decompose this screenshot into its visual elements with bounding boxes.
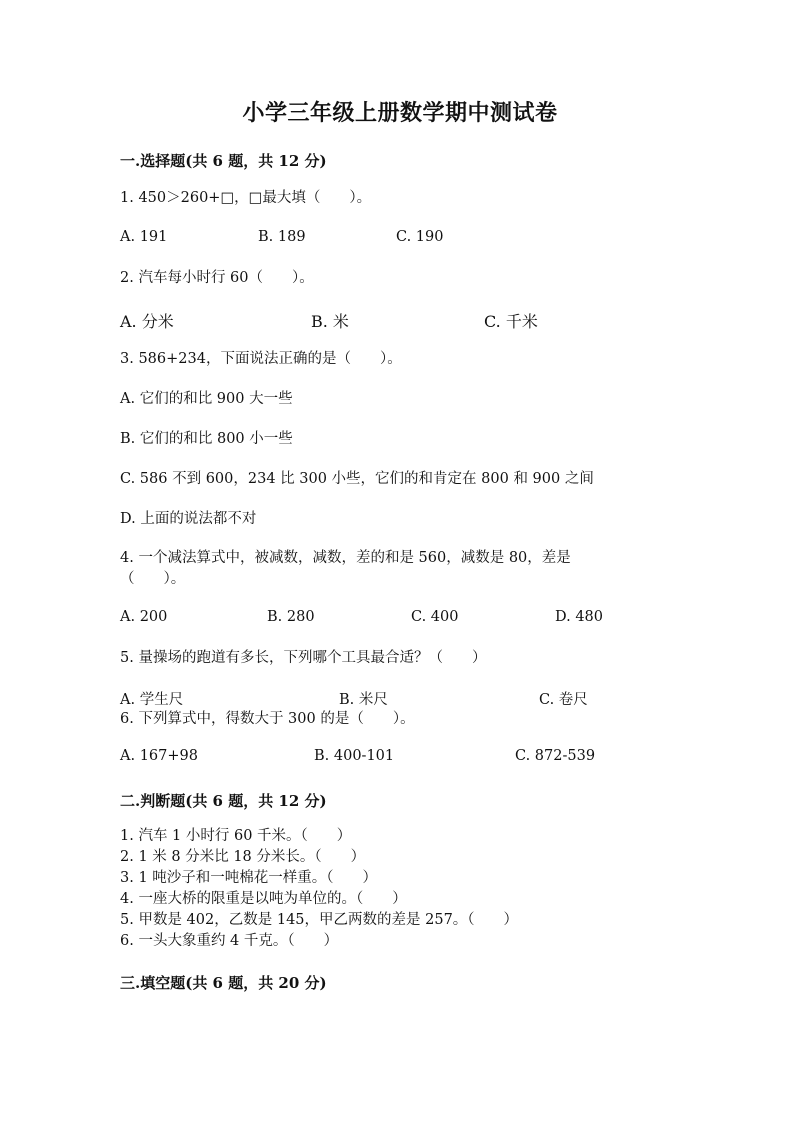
question-1: 1. 450＞260+□，□最大填（ ）。: [120, 190, 372, 206]
q3-option-a: A. 它们的和比 900 大一些: [120, 391, 293, 407]
tf-item-6: 6. 一头大象重约 4 千克。（ ）: [120, 933, 339, 949]
q5-option-a: A. 学生尺: [120, 692, 184, 708]
tf-item-3: 3. 1 吨沙子和一吨棉花一样重。（ ）: [120, 870, 378, 886]
tf-item-2: 2. 1 米 8 分米比 18 分米长。（ ）: [120, 849, 366, 865]
q3-option-b: B. 它们的和比 800 小一些: [120, 431, 293, 447]
q2-option-b: B. 米: [311, 312, 349, 331]
q5-option-b: B. 米尺: [339, 692, 388, 708]
question-4-line2: （ ）。: [120, 571, 186, 587]
q5-option-c: C. 卷尺: [539, 692, 588, 708]
question-2: 2. 汽车每小时行 60（ ）。: [120, 270, 314, 286]
q3-option-c: C. 586 不到 600，234 比 300 小些，它们的和肯定在 800 和 900 之间: [120, 471, 594, 487]
tf-item-1: 1. 汽车 1 小时行 60 千米。（ ）: [120, 828, 352, 844]
question-6: 6. 下列算式中，得数大于 300 的是（ ）。: [120, 711, 415, 727]
q1-option-a: A. 191: [120, 229, 168, 245]
q1-option-c: C. 190: [396, 229, 444, 245]
q2-option-c: C. 千米: [484, 312, 538, 331]
tf-item-5: 5. 甲数是 402，乙数是 145，甲乙两数的差是 257。（ ）: [120, 912, 519, 928]
tf-item-4: 4. 一座大桥的限重是以吨为单位的。（ ）: [120, 891, 407, 907]
section-heading-true-false: 二.判断题(共 6 题，共 12 分): [120, 792, 327, 810]
q4-option-a: A. 200: [120, 609, 168, 625]
q4-option-b: B. 280: [267, 609, 315, 625]
q2-option-a: A. 分米: [120, 312, 174, 331]
page-title: 小学三年级上册数学期中测试卷: [242, 100, 558, 126]
section-heading-fill-blank: 三.填空题(共 6 题，共 20 分): [120, 974, 327, 992]
q4-option-c: C. 400: [411, 609, 459, 625]
q1-option-b: B. 189: [258, 229, 306, 245]
section-heading-choice: 一.选择题(共 6 题，共 12 分): [120, 152, 327, 170]
q3-option-d: D. 上面的说法都不对: [120, 511, 257, 527]
question-5: 5. 量操场的跑道有多长，下列哪个工具最合适？（ ）: [120, 650, 487, 666]
q6-option-b: B. 400-101: [314, 748, 395, 764]
q4-option-d: D. 480: [555, 609, 604, 625]
question-3: 3. 586+234，下面说法正确的是（ ）。: [120, 351, 402, 367]
q6-option-c: C. 872-539: [515, 748, 596, 764]
q6-option-a: A. 167+98: [120, 748, 198, 764]
question-4-line1: 4. 一个减法算式中，被减数，减数，差的和是 560，减数是 80，差是: [120, 550, 571, 566]
